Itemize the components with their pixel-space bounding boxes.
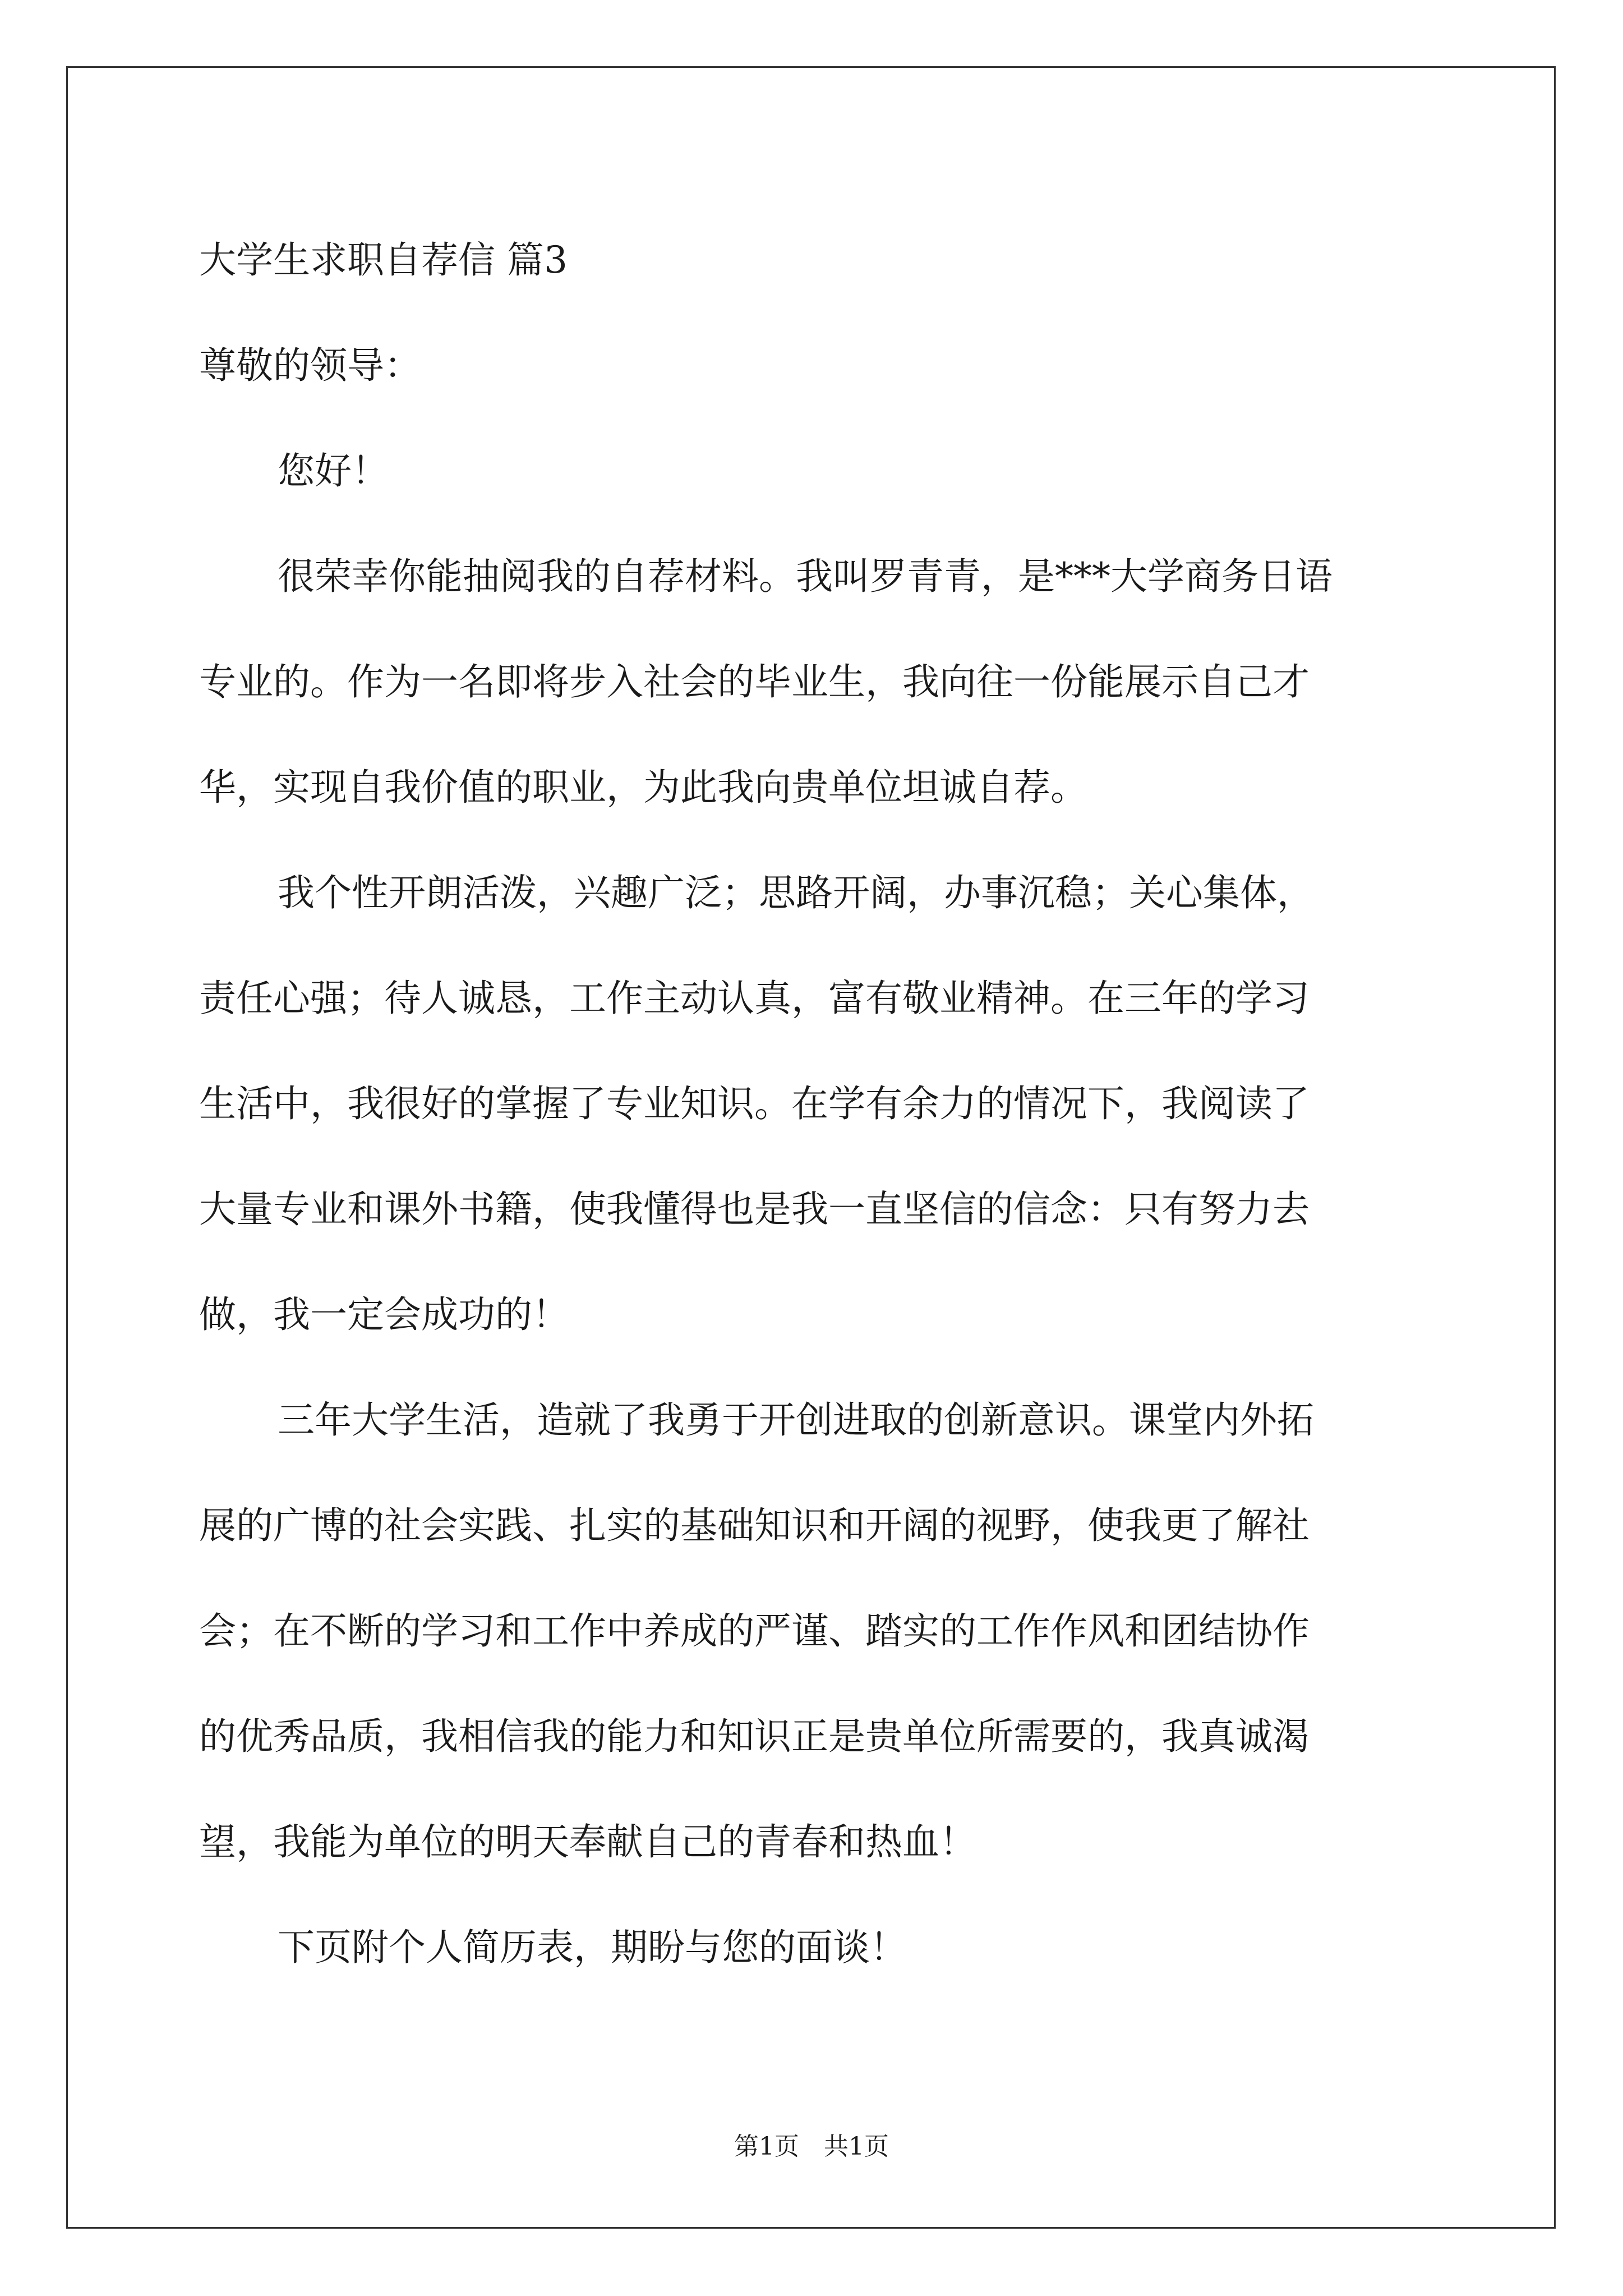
paragraph-line: 做，我一定会成功的！ (199, 1293, 569, 1336)
salutation: 尊敬的领导： (199, 344, 421, 387)
paragraph-line: 展的广博的社会实践、扎实的基础知识和开阔的视野，使我更了解社 (199, 1504, 1310, 1547)
paragraph-line: 生活中，我很好的掌握了专业知识。在学有余力的情况下，我阅读了 (199, 1082, 1310, 1125)
paragraph-3 (199, 1368, 1427, 1895)
letter-title: 大学生求职自荐信 篇3 (199, 238, 568, 282)
paragraph-line: 大量专业和课外书籍，使我懂得也是我一直坚信的信念：只有努力去 (199, 1188, 1310, 1231)
paragraph-line: 望，我能为单位的明天奉献自己的青春和热血！ (199, 1820, 976, 1864)
paragraph-line: 会；在不断的学习和工作中养成的严谨、踏实的工作作风和团结协作 (199, 1609, 1310, 1653)
paragraph-line: 我个性开朗活泼，兴趣广泛；思路开阔，办事沉稳；关心集体， (278, 871, 1314, 914)
letter-body (199, 208, 1427, 2000)
paragraph-line: 三年大学生活，造就了我勇于开创进取的创新意识。课堂内外拓 (278, 1398, 1314, 1442)
paragraph-line: 华，实现自我价值的职业，为此我向贵单位坦诚自荐。 (199, 766, 1087, 809)
paragraph-line: 很荣幸你能抽阅我的自荐材料。我叫罗青青，是***大学商务日语 (278, 555, 1332, 598)
greeting: 您好！ (278, 449, 389, 493)
paragraph-line: 专业的。作为一名即将步入社会的毕业生，我向往一份能展示自己才 (199, 660, 1310, 703)
paragraph-1 (199, 524, 1427, 840)
paragraph-4 (199, 1895, 1427, 2000)
paragraph-line: 责任心强；待人诚恳，工作主动认真，富有敬业精神。在三年的学习 (199, 977, 1310, 1020)
paragraph-line: 下页附个人简历表，期盼与您的面谈！ (278, 1926, 907, 1969)
paragraph-line: 的优秀品质，我相信我的能力和知识正是贵单位所需要的，我真诚渴 (199, 1715, 1310, 1758)
paragraph-2 (199, 840, 1427, 1368)
page-footer: 第1页 共1页 (734, 2132, 889, 2161)
